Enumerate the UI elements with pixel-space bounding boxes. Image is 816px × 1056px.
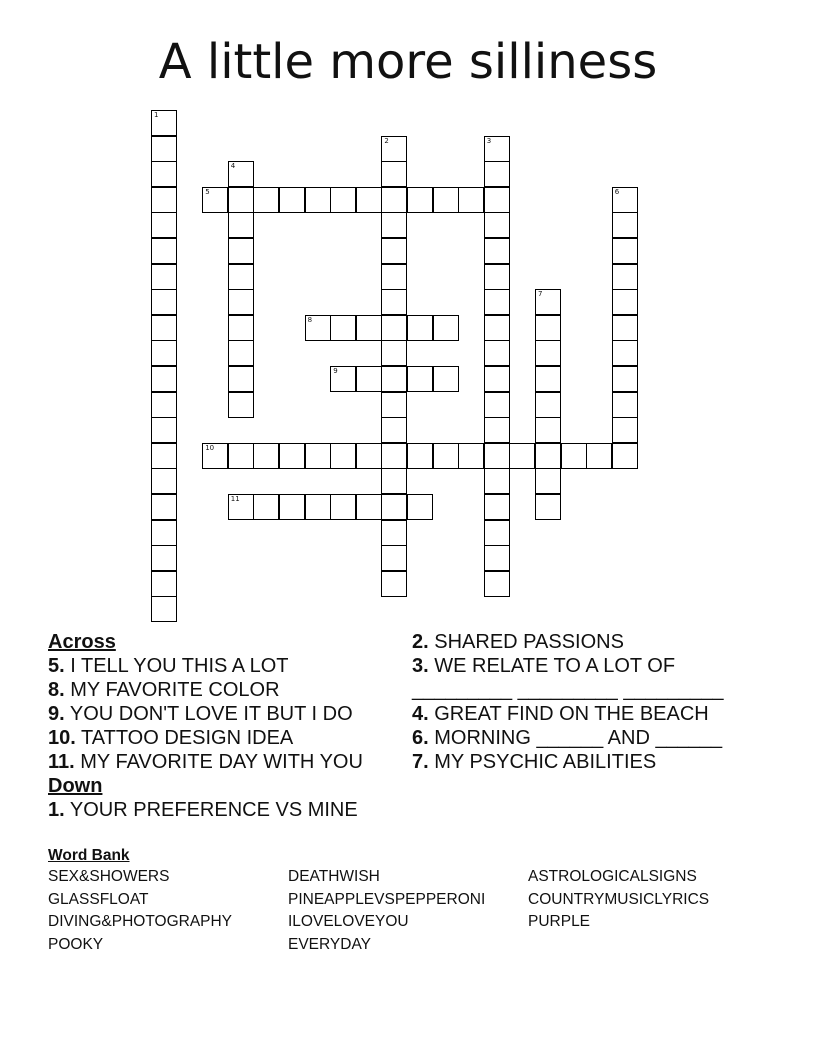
word-bank-item: GLASSFLOAT — [48, 890, 149, 908]
word-bank-item: EVERYDAY — [288, 935, 371, 953]
clue-text: SHARED PASSIONS — [434, 631, 624, 653]
clue-number: 5. — [48, 655, 65, 677]
grid-cell[interactable] — [151, 187, 177, 213]
grid-cell[interactable] — [484, 545, 510, 571]
grid-cell[interactable] — [535, 289, 561, 315]
grid-cell[interactable] — [356, 366, 382, 392]
clue-text: I TELL YOU THIS A LOT — [70, 655, 289, 677]
grid-cell[interactable] — [535, 468, 561, 494]
grid-cell[interactable] — [151, 264, 177, 290]
grid-cell[interactable] — [381, 315, 407, 341]
clue-down-2 — [412, 630, 752, 654]
clue-text: TATTOO DESIGN IDEA — [81, 727, 294, 749]
grid-cell[interactable] — [381, 545, 407, 571]
clue-across-5 — [48, 654, 398, 678]
grid-cell[interactable] — [228, 340, 254, 366]
grid-cell[interactable] — [535, 315, 561, 341]
clue-across-11 — [48, 750, 398, 774]
grid-cell[interactable] — [612, 315, 638, 341]
clue-text: MORNING ______ AND ______ — [434, 727, 723, 749]
grid-cell[interactable] — [484, 136, 510, 162]
grid-cell[interactable] — [407, 187, 433, 213]
grid-cell[interactable] — [330, 187, 356, 213]
clue-across-10 — [48, 726, 398, 750]
clue-down-4 — [412, 702, 752, 726]
grid-cell[interactable] — [458, 187, 484, 213]
clue-text: MY PSYCHIC ABILITIES — [434, 751, 657, 773]
clue-down-6 — [412, 726, 752, 750]
clue-across-8 — [48, 678, 398, 702]
cell-number: 4 — [230, 162, 236, 171]
grid-cell[interactable] — [407, 366, 433, 392]
cell-number: 5 — [205, 187, 210, 196]
word-bank-item: DIVING&PHOTOGRAPHY — [48, 913, 233, 930]
grid-cell[interactable] — [407, 494, 433, 520]
grid-cell[interactable] — [356, 494, 382, 520]
grid-cell[interactable] — [228, 315, 254, 341]
grid-cell[interactable] — [612, 264, 638, 290]
grid-cell[interactable] — [356, 315, 382, 341]
grid-cell[interactable] — [151, 571, 177, 597]
grid-cell[interactable] — [484, 468, 510, 494]
grid-cell[interactable] — [381, 571, 407, 597]
grid-cell[interactable] — [484, 289, 510, 315]
grid-cell[interactable] — [381, 187, 407, 213]
grid-cell[interactable] — [612, 187, 638, 213]
word-bank-item: PURPLE — [528, 913, 591, 930]
grid-cell[interactable] — [330, 366, 356, 392]
grid-cell[interactable] — [484, 417, 510, 443]
grid-cell[interactable] — [202, 187, 228, 213]
grid-cell[interactable] — [484, 520, 510, 546]
grid-cell[interactable] — [330, 315, 356, 341]
clue-number: 9. — [48, 703, 65, 725]
cell-number: 1 — [154, 111, 159, 119]
grid-cell[interactable] — [151, 136, 177, 162]
grid-cell[interactable] — [305, 494, 331, 520]
grid-cell[interactable] — [305, 443, 331, 469]
clue-number: 2. — [412, 631, 429, 653]
word-bank-item: POOKY — [48, 935, 104, 953]
cell-number: 3 — [486, 136, 492, 145]
grid-cell[interactable] — [253, 187, 279, 213]
grid-cell[interactable] — [228, 392, 254, 418]
grid-cell[interactable] — [330, 443, 356, 469]
grid-cell[interactable] — [458, 443, 484, 469]
word-bank — [48, 846, 768, 956]
grid-cell[interactable] — [151, 212, 177, 238]
grid-cell[interactable] — [612, 238, 638, 264]
grid-cell[interactable] — [535, 392, 561, 418]
grid-cell[interactable] — [509, 443, 535, 469]
cell-number: 9 — [333, 367, 338, 375]
clue-down-3 — [412, 654, 752, 702]
clue-text: MY FAVORITE COLOR — [70, 679, 280, 701]
grid-cell[interactable] — [228, 161, 254, 187]
grid-cell[interactable] — [484, 366, 510, 392]
grid-cell[interactable] — [228, 187, 254, 213]
grid-cell[interactable] — [612, 443, 638, 469]
grid-cell[interactable] — [151, 443, 177, 469]
grid-cell[interactable] — [151, 417, 177, 443]
grid-cell[interactable] — [381, 238, 407, 264]
grid-cell[interactable] — [228, 494, 254, 520]
grid-cell[interactable] — [151, 289, 177, 315]
grid-cell[interactable] — [253, 494, 279, 520]
grid-cell[interactable] — [228, 238, 254, 264]
down-heading: Down — [48, 775, 103, 797]
grid-cell[interactable] — [381, 161, 407, 187]
grid-cell[interactable] — [279, 494, 305, 520]
clue-text: GREAT FIND ON THE BEACH — [434, 703, 709, 725]
clue-number: 10. — [48, 727, 76, 749]
clue-number: 3. — [412, 655, 429, 677]
grid-cell[interactable] — [381, 264, 407, 290]
grid-cell[interactable] — [484, 315, 510, 341]
clue-number: 7. — [412, 751, 429, 773]
grid-cell[interactable] — [535, 340, 561, 366]
grid-cell[interactable] — [228, 289, 254, 315]
grid-cell[interactable] — [484, 494, 510, 520]
grid-cell[interactable] — [407, 315, 433, 341]
grid-cell[interactable] — [228, 443, 254, 469]
grid-cell[interactable] — [151, 520, 177, 546]
grid-cell[interactable] — [151, 238, 177, 264]
page-title: A little more silliness — [158, 34, 658, 90]
grid-cell[interactable] — [228, 212, 254, 238]
across-heading: Across — [48, 631, 116, 653]
grid-cell[interactable] — [612, 340, 638, 366]
word-bank-item: DEATHWISH — [288, 868, 380, 885]
grid-cell[interactable] — [612, 392, 638, 418]
clue-down-7 — [412, 750, 752, 774]
grid-cell[interactable] — [151, 596, 177, 622]
grid-cell[interactable] — [151, 494, 177, 520]
grid-cell[interactable] — [535, 417, 561, 443]
clue-text: YOU DON'T LOVE IT BUT I DO — [69, 703, 353, 725]
grid-cell[interactable] — [381, 443, 407, 469]
grid-cell[interactable] — [279, 443, 305, 469]
grid-cell[interactable] — [484, 443, 510, 469]
grid-cell[interactable] — [484, 161, 510, 187]
clue-across-9 — [48, 702, 398, 726]
grid-cell[interactable] — [612, 366, 638, 392]
grid-cell[interactable] — [433, 443, 459, 469]
grid-cell[interactable] — [433, 366, 459, 392]
word-bank-item: COUNTRYMUSICLYRICS — [528, 890, 710, 908]
grid-cell[interactable] — [381, 494, 407, 520]
grid-cell[interactable] — [484, 264, 510, 290]
grid-cell[interactable] — [484, 187, 510, 213]
grid-cell[interactable] — [535, 366, 561, 392]
grid-cell[interactable] — [381, 366, 407, 392]
grid-cell[interactable] — [381, 417, 407, 443]
grid-cell[interactable] — [151, 366, 177, 392]
clue-text: WE RELATE TO A LOT OF _________ _________ _________ — [412, 655, 724, 701]
grid-cell[interactable] — [586, 443, 612, 469]
grid-cell[interactable] — [561, 443, 587, 469]
clue-text: YOUR PREFERENCE VS MINE — [69, 799, 358, 821]
grid-cell[interactable] — [407, 443, 433, 469]
grid-cell[interactable] — [381, 520, 407, 546]
word-bank-item: SEX&SHOWERS — [48, 868, 170, 885]
cell-number: 10 — [205, 443, 215, 452]
clue-number: 1. — [48, 799, 65, 821]
grid-cell[interactable] — [151, 161, 177, 187]
grid-cell[interactable] — [381, 289, 407, 315]
grid-cell[interactable] — [484, 340, 510, 366]
grid-cell[interactable] — [381, 136, 407, 162]
cell-number: 7 — [538, 290, 543, 299]
grid-cell[interactable] — [151, 110, 177, 136]
grid-cell[interactable] — [305, 315, 331, 341]
clue-number: 8. — [48, 679, 65, 701]
clue-number: 6. — [412, 727, 429, 749]
grid-cell[interactable] — [381, 468, 407, 494]
grid-cell[interactable] — [612, 212, 638, 238]
word-bank-item: ILOVELOVEYOU — [288, 913, 409, 930]
clue-number: 4. — [412, 703, 429, 725]
grid-cell[interactable] — [228, 366, 254, 392]
grid-cell[interactable] — [228, 264, 254, 290]
grid-cell[interactable] — [151, 315, 177, 341]
grid-cell[interactable] — [279, 187, 305, 213]
grid-cell[interactable] — [484, 238, 510, 264]
grid-cell[interactable] — [484, 212, 510, 238]
grid-cell[interactable] — [535, 443, 561, 469]
grid-cell[interactable] — [433, 187, 459, 213]
clue-number: 11. — [48, 751, 75, 773]
grid-cell[interactable] — [151, 340, 177, 366]
cell-number: 8 — [307, 315, 313, 324]
grid-cell[interactable] — [381, 392, 407, 418]
grid-cell[interactable] — [612, 417, 638, 443]
cell-number: 2 — [384, 136, 389, 145]
word-bank-list — [48, 866, 768, 956]
grid-cell[interactable] — [151, 392, 177, 418]
cell-number: 11 — [230, 495, 240, 503]
grid-cell[interactable] — [330, 494, 356, 520]
grid-cell[interactable] — [433, 315, 459, 341]
grid-cell[interactable] — [151, 545, 177, 571]
cell-number: 6 — [614, 187, 620, 196]
grid-cell[interactable] — [535, 494, 561, 520]
clues-right-column — [412, 630, 752, 774]
clue-text: MY FAVORITE DAY WITH YOU — [80, 751, 363, 773]
grid-cell[interactable] — [484, 392, 510, 418]
clue-down-1 — [48, 798, 398, 822]
word-bank-item: ASTROLOGICALSIGNS — [528, 868, 697, 885]
word-bank-title: Word Bank — [48, 847, 130, 864]
grid-cell[interactable] — [202, 443, 228, 469]
grid-cell[interactable] — [612, 289, 638, 315]
grid-cell[interactable] — [381, 212, 407, 238]
grid-cell[interactable] — [305, 187, 331, 213]
grid-cell[interactable] — [356, 187, 382, 213]
grid-cell[interactable] — [356, 443, 382, 469]
word-bank-item: PINEAPPLEVSPEPPERONI — [288, 890, 486, 908]
grid-cell[interactable] — [381, 340, 407, 366]
grid-cell[interactable] — [151, 468, 177, 494]
grid-cell[interactable] — [484, 571, 510, 597]
clues-left-column — [48, 630, 398, 822]
grid-cell[interactable] — [253, 443, 279, 469]
